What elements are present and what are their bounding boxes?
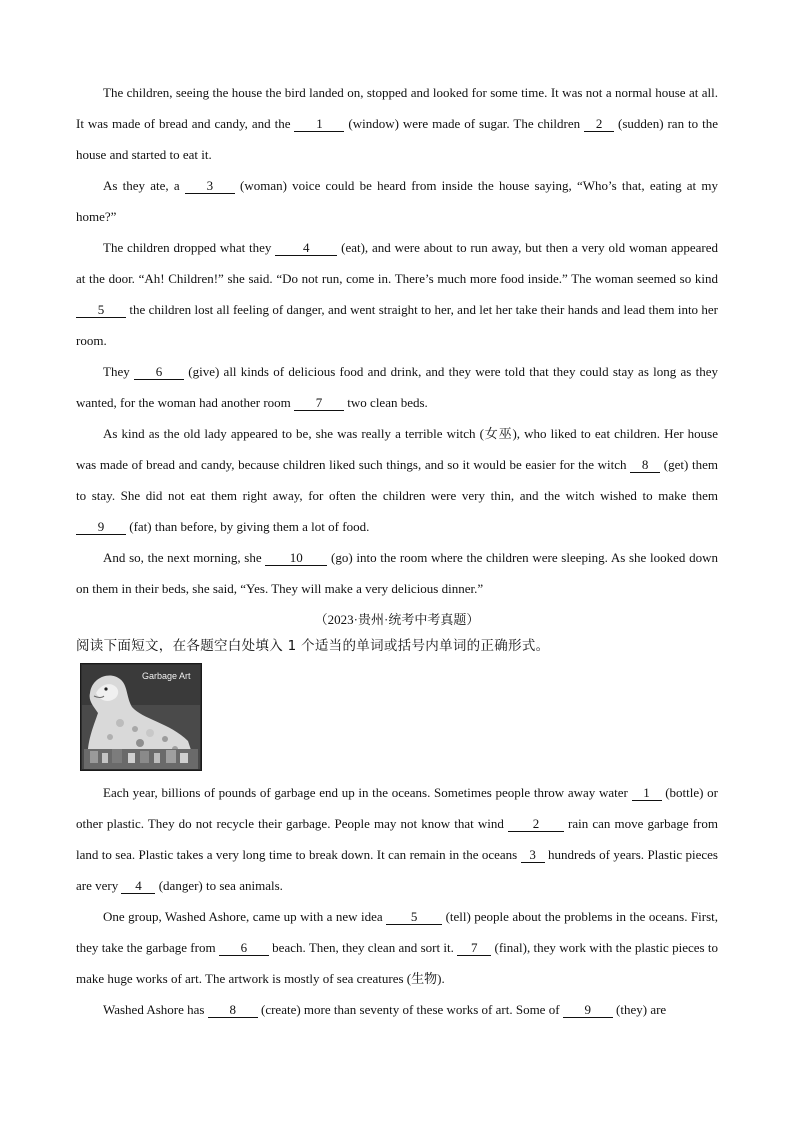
passage1-paragraph-4	[76, 356, 718, 418]
blank-1[interactable]: 1	[294, 116, 344, 132]
passage1-paragraph-1	[76, 77, 718, 170]
blank-8[interactable]: 8	[630, 457, 660, 473]
garbage-art-caption: Garbage Art	[142, 671, 191, 681]
blank-6[interactable]: 6	[219, 940, 269, 956]
text: (they) are	[612, 1002, 667, 1017]
blank-5[interactable]: 5	[76, 302, 126, 318]
blank-9[interactable]: 9	[76, 519, 126, 535]
text: They	[103, 364, 134, 379]
text: (go) into the room where the children were sleeping. As she looked down on them in their beds, she said, “Yes. They will make a very delicious dinner.”	[76, 550, 718, 596]
blank-6[interactable]: 6	[134, 364, 184, 380]
text: And so, the next morning, she	[103, 550, 266, 565]
text: (window) were made of sugar. The children	[344, 116, 585, 131]
blank-3[interactable]: 3	[185, 178, 235, 194]
text: (final), they work with the plastic pieces to make huge works of art. The artwork is mostly of sea creatures (生物).	[76, 940, 719, 986]
text: two clean beds.	[344, 395, 428, 410]
blank-10[interactable]: 10	[265, 550, 327, 566]
text: (bottle) or other plastic. They do not recycle their garbage. People may not know that wind	[76, 785, 718, 831]
blank-7[interactable]: 7	[294, 395, 344, 411]
passage1-paragraph-3	[76, 232, 718, 356]
passage1-paragraph-2	[76, 170, 718, 232]
document-page	[76, 77, 718, 1025]
text: (create) more than seventy of these works of art. Some of	[257, 1002, 563, 1017]
blank-8[interactable]: 8	[208, 1002, 258, 1018]
passage1-paragraph-5	[76, 418, 718, 542]
text: As kind as the old lady appeared to be, she was really a terrible witch (女巫), who liked to eat children. Her house was made of bread and candy, because children liked such things, and so it would be easier for the witch	[76, 426, 718, 472]
blank-4[interactable]: 4	[275, 240, 337, 256]
text: (get) them to stay. She did not eat them right away, for often the children were very thin, and the witch wished to make them	[76, 457, 718, 503]
text: One group, Washed Ashore, came up with a new idea	[103, 909, 387, 924]
passage2-paragraph-3	[76, 994, 718, 1025]
text: The children dropped what they	[103, 240, 276, 255]
passage1-paragraph-6	[76, 542, 718, 604]
blank-2[interactable]: 2	[508, 816, 564, 832]
passage2-paragraph-2	[76, 901, 718, 994]
text: (sudden) ran to the house and started to eat it.	[76, 116, 718, 162]
passage2-paragraph-1	[76, 777, 718, 901]
garbage-art-photo-icon	[80, 663, 202, 771]
text: The children, seeing the house the bird landed on, stopped and looked for some time. It was not a normal house at all. It was made of bread and candy, and the	[76, 85, 718, 131]
text: Washed Ashore has	[103, 1002, 208, 1017]
blank-9[interactable]: 9	[563, 1002, 613, 1018]
text: rain can move garbage from land to sea. Plastic takes a very long time to break down. It can remain in the oceans	[76, 816, 718, 862]
blank-7[interactable]: 7	[457, 940, 491, 956]
text: (fat) than before, by giving them a lot of food.	[126, 519, 370, 534]
text: (give) all kinds of delicious food and drink, and they were told that they could stay as long as they wanted, for the woman had another room	[76, 364, 718, 410]
text: (danger) to sea animals.	[155, 878, 283, 893]
text: beach. Then, they clean and sort it.	[268, 940, 458, 955]
text: Each year, billions of pounds of garbage end up in the oceans. Sometimes people throw away water	[103, 785, 632, 800]
blank-1[interactable]: 1	[632, 785, 662, 801]
garbage-art-photo	[80, 663, 202, 771]
blank-4[interactable]: 4	[121, 878, 155, 894]
blank-3[interactable]: 3	[521, 847, 545, 863]
text: As they ate, a	[103, 178, 185, 193]
text: hundreds of years. Plastic pieces are very	[76, 847, 718, 893]
source-label: （2023·贵州·统考中考真题）	[314, 612, 480, 627]
text: (tell) people about the problems in the oceans. First, they take the garbage from	[76, 909, 718, 955]
text: (eat), and were about to run away, but then a very old woman appeared at the door. “Ah! Children!” she said. “Do not run, come in. There’s much more food inside.” The woman seemed so kind	[76, 240, 718, 286]
blank-2[interactable]: 2	[584, 116, 614, 132]
blank-5[interactable]: 5	[386, 909, 442, 925]
instruction: 阅读下面短文，在各题空白处填入 1 个适当的单词或括号内单词的正确形式。	[76, 638, 550, 654]
text: the children lost all feeling of danger, and went straight to her, and let her take their hands and lead them into her room.	[76, 302, 718, 348]
text: (woman) voice could be heard from inside the house saying, “Who’s that, eating at my home?”	[76, 178, 718, 224]
